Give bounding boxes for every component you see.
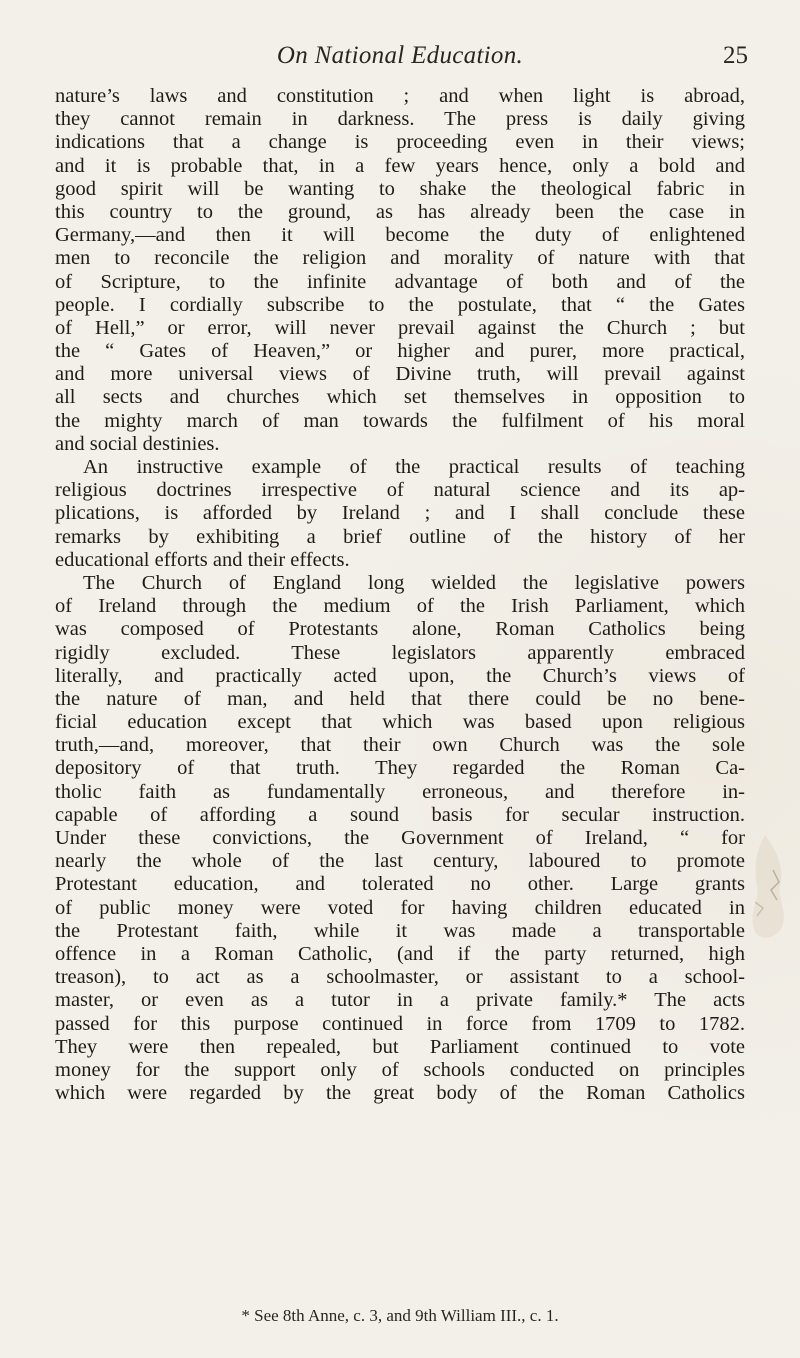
text-line: of Ireland through the medium of the Irish Parliament, which — [55, 595, 745, 618]
running-title: On National Education. — [276, 42, 524, 69]
text-line: capable of affording a sound basis for secular instruction. — [55, 803, 745, 826]
text-line: literally, and practically acted upon, the Church’s views of — [55, 664, 745, 687]
text-line: this country to the ground, as has already been the case in — [55, 200, 745, 223]
text-line: the mighty march of man towards the fulfilment of his moral — [55, 409, 745, 432]
body-text — [55, 85, 745, 1105]
text-line: good spirit will be wanting to shake the theological fabric in — [55, 177, 745, 200]
text-line: Under these convictions, the Government of Ireland, “ for — [55, 827, 745, 849]
text-line: nature’s laws and constitution ; and when light is abroad, — [55, 85, 745, 107]
text-line: indications that a change is proceeding even in their views; — [55, 131, 745, 154]
text-line: the nature of man, and held that there could be no bene- — [55, 687, 745, 710]
text-line: money for the support only of schools conducted on principles — [55, 1058, 745, 1081]
text-line: master, or even as a tutor in a private family.* The acts — [55, 989, 745, 1012]
text-line: the “ Gates of Heaven,” or higher and purer, more practical, — [55, 340, 745, 363]
text-line: remarks by exhibiting a brief outline of the history of her — [55, 525, 745, 548]
text-line: offence in a Roman Catholic, (and if the party returned, high — [55, 942, 745, 965]
text-line: of public money were voted for having children educated in — [55, 896, 745, 919]
margin-stain — [735, 830, 795, 950]
text-line: religious doctrines irrespective of natural science and its ap- — [55, 479, 745, 502]
text-line: plications, is afforded by Ireland ; and I shall conclude these — [55, 502, 745, 525]
text-line: Protestant education, and tolerated no other. Large grants — [55, 873, 745, 896]
text-line: all sects and churches which set themselves in opposition to — [55, 386, 745, 409]
text-line: nearly the whole of the last century, laboured to promote — [55, 850, 745, 873]
paragraph-start-line: An instructive example of the practical results of teaching — [83, 456, 745, 478]
text-line: and more universal views of Divine truth, will prevail against — [55, 363, 745, 386]
text-line: depository of that truth. They regarded the Roman Ca- — [55, 757, 745, 780]
page-number: 25 — [723, 42, 748, 69]
text-line: truth,—and, moreover, that their own Church was the sole — [55, 734, 745, 757]
text-line: Germany,—and then it will become the duty of enlightened — [55, 224, 745, 247]
text-line: men to reconcile the religion and morality of nature with that — [55, 247, 745, 270]
text-line: They were then repealed, but Parliament continued to vote — [55, 1035, 745, 1058]
text-line: ficial education except that which was based upon religious — [55, 711, 745, 734]
text-line: of Hell,” or error, will never prevail against the Church ; but — [55, 316, 745, 339]
paragraph-start-line: The Church of England long wielded the legislative powers — [83, 571, 745, 594]
text-line: they cannot remain in darkness. The press is daily giving — [55, 108, 745, 131]
text-line: passed for this purpose continued in force from 1709 to 1782. — [55, 1012, 745, 1035]
text-line: educational efforts and their effects. — [55, 548, 350, 571]
footnote: * See 8th Anne, c. 3, and 9th William III., c. 1. — [241, 1306, 559, 1325]
text-line: of Scripture, to the infinite advantage of both and of the — [55, 270, 745, 293]
text-line: which were regarded by the great body of the Roman Catholics — [55, 1082, 745, 1105]
text-line: and social destinies. — [55, 432, 220, 455]
text-line: rigidly excluded. These legislators apparently embraced — [55, 641, 745, 664]
text-line: people. I cordially subscribe to the postulate, that “ the Gates — [55, 293, 745, 316]
text-line: the Protestant faith, while it was made a transportable — [55, 919, 745, 942]
text-line: was composed of Protestants alone, Roman Catholics being — [55, 618, 745, 641]
text-line: treason), to act as a schoolmaster, or assistant to a school- — [55, 966, 745, 989]
text-line: and it is probable that, in a few years hence, only a bold and — [55, 154, 745, 177]
text-line: tholic faith as fundamentally erroneous, and therefore in- — [55, 780, 745, 803]
